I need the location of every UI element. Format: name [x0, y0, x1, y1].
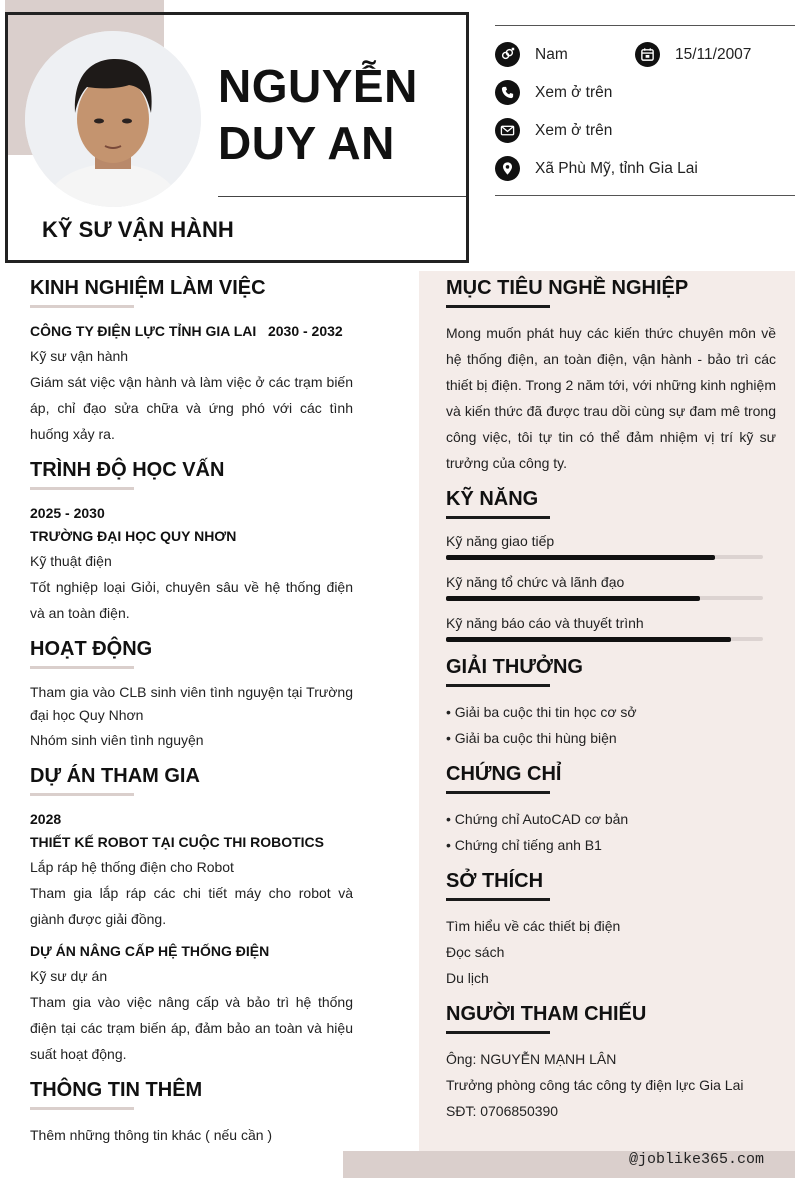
section-underline: [446, 305, 550, 308]
skill-label: Kỹ năng tổ chức và lãnh đạo: [446, 574, 625, 590]
skill-item: [446, 531, 776, 559]
experience-description: Giám sát việc vận hành và làm việc ở các trạm biến áp, chỉ đạo sửa chữa và ứng phó với các tình huống xảy ra.: [30, 374, 353, 442]
location-pin-icon: [495, 156, 520, 181]
project-name: THIẾT KẾ ROBOT TẠI CUỘC THI ROBOTICS: [30, 834, 324, 850]
left-column: [30, 275, 353, 1158]
award-item: • Giải ba cuộc thi tin học cơ sở: [446, 704, 637, 720]
section-underline: [30, 305, 134, 308]
contact-email: [495, 118, 612, 143]
name-line-2: DUY AN: [218, 117, 395, 169]
skill-label: Kỹ năng giao tiếp: [446, 533, 555, 549]
contact-phone: [495, 80, 612, 105]
project-description: Tham gia vào việc nâng cấp và bảo trì hệ thống điện tại các trạm biến áp, đảm bảo an toàn và hiệu suất hoạt động.: [30, 994, 353, 1062]
section-underline: [446, 791, 550, 794]
project-name: DỰ ÁN NÂNG CẤP HỆ THỐNG ĐIỆN: [30, 943, 270, 959]
section-underline: [446, 898, 550, 901]
experience-section: [30, 275, 353, 447]
contact-bottom-divider: [495, 195, 795, 196]
activities-description: Tham gia vào CLB sinh viên tình nguyện tại Trường đại học Quy Nhơn: [30, 684, 353, 723]
certificates-heading: CHỨNG CHỈ: [446, 763, 562, 785]
certificates-section: [446, 761, 776, 858]
profile-photo: [25, 31, 201, 207]
section-underline: [30, 793, 134, 796]
profile-photo-image: [25, 31, 201, 207]
skill-bar-track: [446, 555, 763, 559]
footer-website: @joblike365.com: [628, 1151, 764, 1168]
section-underline: [446, 684, 550, 687]
experience-company: CÔNG TY ĐIỆN LỰC TỈNH GIA LAI: [30, 323, 257, 339]
name-divider: [218, 196, 466, 197]
skill-bar-fill: [446, 637, 731, 642]
phone-icon: [495, 80, 520, 105]
objective-section: [446, 275, 776, 476]
contact-address: [495, 156, 698, 181]
experience-role: Kỹ sư vận hành: [30, 348, 129, 364]
gender-icon: [495, 42, 520, 67]
skill-bar-track: [446, 596, 763, 600]
skill-item: [446, 572, 776, 600]
awards-heading: GIẢI THƯỞNG: [446, 656, 583, 678]
skills-section: [446, 486, 776, 641]
hobby-item: Du lịch: [446, 970, 489, 986]
extra-info-text: Thêm những thông tin khác ( nếu cần ): [30, 1127, 273, 1143]
calendar-icon: [635, 42, 660, 67]
objective-heading: MỤC TIÊU NGHỀ NGHIỆP: [446, 277, 689, 299]
job-title: KỸ SƯ VẬN HÀNH: [42, 217, 234, 242]
award-item: • Giải ba cuộc thi hùng biện: [446, 730, 617, 746]
education-school: TRƯỜNG ĐẠI HỌC QUY NHƠN: [30, 528, 237, 544]
section-underline: [446, 1031, 550, 1034]
section-underline: [446, 516, 550, 519]
extra-info-section: [30, 1077, 353, 1148]
experience-heading: KINH NGHIỆM LÀM VIỆC: [30, 277, 266, 299]
experience-company-line: [30, 320, 353, 343]
contact-birthday: [635, 42, 751, 67]
certificate-item: • Chứng chỉ tiếng anh B1: [446, 837, 602, 853]
projects-section: [30, 763, 353, 1067]
education-heading: TRÌNH ĐỘ HỌC VẤN: [30, 459, 225, 481]
activities-section: [30, 636, 353, 753]
birthday-value: 15/11/2007: [675, 45, 752, 63]
activities-heading: HOẠT ĐỘNG: [30, 638, 153, 660]
education-description: Tốt nghiệp loại Giỏi, chuyên sâu về hệ thống điện và an toàn điện.: [30, 579, 353, 621]
reference-heading: NGƯỜI THAM CHIẾU: [446, 1003, 647, 1025]
education-major: Kỹ thuật điện: [30, 553, 112, 569]
education-period: 2025 - 2030: [30, 505, 105, 521]
awards-section: [446, 654, 776, 751]
objective-text: Mong muốn phát huy các kiến thức chuyên môn về hệ thống điện, an toàn điện, vận hành - bảo trì các thiết bị điện. Trong 2 năm tới, với những kinh nghiệm và kiến thức đã được trau dồi cùng sự đam mê trong công việc, tôi tự tin có thể đảm nhiệm vị trí kỹ sư trưởng của công ty.: [446, 325, 776, 471]
phone-value: Xem ở trên: [535, 83, 613, 101]
project-year: 2028: [30, 811, 62, 827]
hobbies-section: [446, 868, 776, 991]
hobby-item: Tìm hiểu về các thiết bị điện: [446, 918, 621, 934]
skill-bar-fill: [446, 555, 715, 560]
section-underline: [30, 487, 134, 490]
projects-heading: DỰ ÁN THAM GIA: [30, 765, 200, 787]
hobbies-heading: SỞ THÍCH: [446, 870, 544, 892]
skills-heading: KỸ NĂNG: [446, 488, 539, 510]
right-column: [446, 275, 776, 1134]
reference-position: Trưởng phòng công tác công ty điện lực Gia Lai: [446, 1077, 744, 1093]
email-icon: [495, 118, 520, 143]
skill-bar-fill: [446, 596, 700, 601]
contact-top-divider: [495, 25, 795, 26]
experience-period: 2030 - 2032: [267, 323, 343, 339]
gender-value: Nam: [535, 45, 568, 63]
project-description: Tham gia lắp ráp các chi tiết máy cho robot và giành được giải đồng.: [30, 885, 353, 927]
section-underline: [30, 666, 134, 669]
candidate-name: [218, 58, 418, 172]
address-value: Xã Phù Mỹ, tỉnh Gia Lai: [535, 159, 698, 177]
reference-name: Ông: NGUYỄN MẠNH LÂN: [446, 1051, 617, 1067]
email-value: Xem ở trên: [535, 121, 613, 139]
certificate-item: • Chứng chỉ AutoCAD cơ bản: [446, 811, 629, 827]
contact-gender: [495, 42, 568, 67]
extra-info-heading: THÔNG TIN THÊM: [30, 1079, 203, 1101]
project-role: Kỹ sư dự án: [30, 968, 108, 984]
skill-label: Kỹ năng báo cáo và thuyết trình: [446, 615, 644, 631]
skill-bar-track: [446, 637, 763, 641]
project-role: Lắp ráp hệ thống điện cho Robot: [30, 859, 234, 875]
skill-item: [446, 613, 776, 641]
education-section: [30, 457, 353, 626]
section-underline: [30, 1107, 134, 1110]
activities-role: Nhóm sinh viên tình nguyện: [30, 732, 204, 748]
name-line-1: NGUYỄN: [218, 60, 418, 112]
reference-section: [446, 1001, 776, 1124]
hobby-item: Đọc sách: [446, 944, 505, 960]
reference-phone: SĐT: 0706850390: [446, 1103, 559, 1119]
